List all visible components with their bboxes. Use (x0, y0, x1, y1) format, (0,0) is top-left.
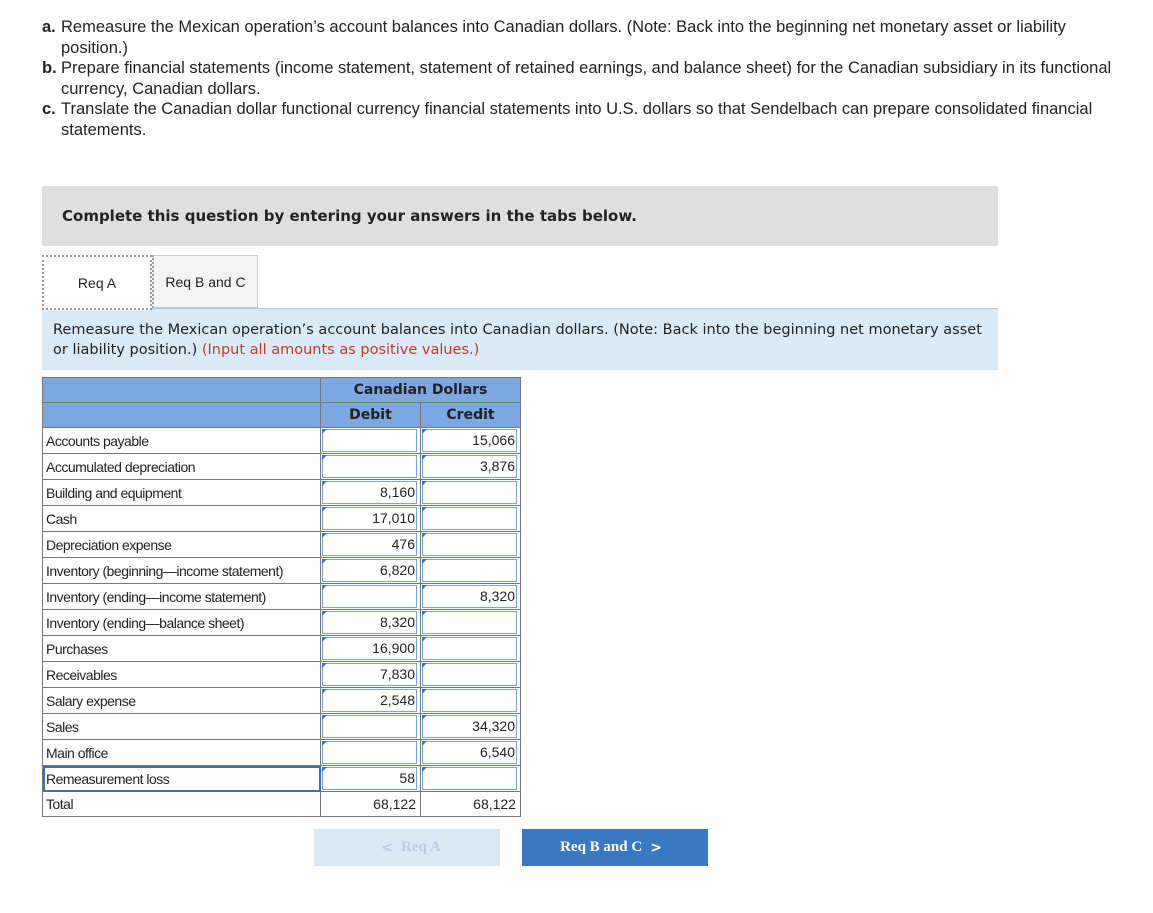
credit-input[interactable] (422, 507, 517, 530)
canadian-dollars-header: Canadian Dollars (321, 378, 521, 403)
debit-input-cell[interactable] (321, 610, 421, 636)
instruction-letter: b. (42, 59, 57, 77)
tab-req-a[interactable]: Req A (42, 255, 152, 310)
remeasurement-table (42, 377, 521, 817)
next-req-b-and-c-button[interactable] (522, 829, 708, 866)
debit-input[interactable]: 17,010 (322, 507, 417, 530)
debit-input-cell[interactable] (321, 428, 421, 454)
question-prompt (42, 309, 998, 370)
instructions (42, 17, 1112, 140)
credit-input[interactable] (422, 767, 517, 790)
credit-input[interactable] (422, 611, 517, 634)
total-credit (421, 792, 521, 817)
account-label: Salary expense (43, 688, 321, 714)
debit-input-cell[interactable] (321, 688, 421, 714)
tab-req-b-and-c[interactable]: Req B and C (152, 255, 258, 308)
account-label: Main office (43, 740, 321, 766)
table-row (43, 688, 521, 714)
table-row (43, 428, 521, 454)
credit-input-cell[interactable] (421, 636, 521, 662)
credit-input-cell[interactable] (421, 506, 521, 532)
table-row (43, 766, 521, 792)
table-row (43, 662, 521, 688)
debit-input-cell[interactable] (321, 714, 421, 740)
credit-input-cell[interactable] (421, 454, 521, 480)
credit-input[interactable] (422, 481, 517, 504)
credit-input-cell[interactable] (421, 532, 521, 558)
table-row (43, 740, 521, 766)
debit-input[interactable]: 7,830 (322, 663, 417, 686)
table-column-header-row (43, 403, 521, 428)
prompt-text: Remeasure the Mexican operation’s account balances into Canadian dollars. (Note: Back into the beginning net monetary asset or liability position.) (53, 322, 982, 358)
debit-input-cell[interactable] (321, 558, 421, 584)
credit-input[interactable] (422, 637, 517, 660)
header-blank (43, 403, 321, 428)
debit-input[interactable] (322, 455, 417, 478)
table-row (43, 610, 521, 636)
account-label: Purchases (43, 636, 321, 662)
instruction-a (42, 17, 1112, 58)
account-label: Inventory (ending—balance sheet) (43, 610, 321, 636)
table-row (43, 558, 521, 584)
prompt-note: (Input all amounts as positive values.) (201, 342, 480, 358)
account-label: Accumulated depreciation (43, 454, 321, 480)
debit-input[interactable]: 16,900 (322, 637, 417, 660)
debit-input[interactable] (322, 429, 417, 452)
debit-input-cell[interactable] (321, 662, 421, 688)
account-label: Receivables (43, 662, 321, 688)
prev-button-label: Req A (401, 839, 441, 855)
instruction-text: Translate the Canadian dollar functional currency financial statements into U.S. dollars so that Sendelbach can prepare consolidated financial statements. (61, 100, 1093, 139)
debit-input[interactable]: 2,548 (322, 689, 417, 712)
credit-input-cell[interactable] (421, 428, 521, 454)
debit-input[interactable] (322, 741, 417, 764)
debit-header: Debit (321, 403, 421, 428)
credit-input-cell[interactable] (421, 662, 521, 688)
table-row (43, 454, 521, 480)
table-row (43, 532, 521, 558)
table-row (43, 636, 521, 662)
next-button-label: Req B and C (560, 839, 643, 855)
table-row (43, 506, 521, 532)
chevron-left-icon: < (381, 839, 394, 856)
debit-input[interactable]: 8,320 (322, 611, 417, 634)
account-label: Cash (43, 506, 321, 532)
header-blank (43, 378, 321, 403)
debit-input-cell[interactable] (321, 584, 421, 610)
credit-input[interactable] (422, 689, 517, 712)
credit-input-cell[interactable] (421, 584, 521, 610)
credit-input-cell[interactable] (421, 610, 521, 636)
credit-input[interactable]: 15,066 (422, 429, 517, 452)
debit-input-cell[interactable] (321, 766, 421, 792)
debit-input[interactable]: 8,160 (322, 481, 417, 504)
credit-input[interactable] (422, 533, 517, 556)
debit-input-cell[interactable] (321, 636, 421, 662)
credit-input[interactable] (422, 559, 517, 582)
credit-header: Credit (421, 403, 521, 428)
debit-input[interactable] (322, 715, 417, 738)
account-label: Inventory (beginning—income statement) (43, 558, 321, 584)
credit-input[interactable]: 34,320 (422, 715, 517, 738)
instruction-letter: a. (42, 18, 56, 36)
total-row (43, 792, 521, 817)
instruction-letter: c. (42, 100, 56, 118)
table-group-header-row (43, 378, 521, 403)
table-row (43, 584, 521, 610)
debit-input-cell[interactable] (321, 480, 421, 506)
instruction-text: Prepare financial statements (income statement, statement of retained earnings, and balance sheet) for the Canadian subsidiary in its functional currency, Canadian dollars. (61, 59, 1112, 98)
total-credit-value: 68,122 (473, 795, 516, 812)
credit-input[interactable] (422, 663, 517, 686)
credit-input-cell[interactable] (421, 766, 521, 792)
credit-input-cell[interactable] (421, 740, 521, 766)
credit-input-cell[interactable] (421, 480, 521, 506)
account-label: Sales (43, 714, 321, 740)
credit-input[interactable]: 3,876 (422, 455, 517, 478)
debit-input-cell[interactable] (321, 454, 421, 480)
debit-input-cell[interactable] (321, 506, 421, 532)
prev-req-a-button[interactable] (314, 829, 500, 866)
account-label: Building and equipment (43, 480, 321, 506)
credit-input-cell[interactable] (421, 558, 521, 584)
total-label: Total (43, 792, 321, 817)
table-row (43, 714, 521, 740)
debit-input[interactable]: 58 (322, 767, 417, 790)
credit-input-cell[interactable] (421, 714, 521, 740)
account-label: Remeasurement loss (43, 766, 321, 792)
debit-input[interactable]: 6,820 (322, 559, 417, 582)
debit-input-cell[interactable] (321, 532, 421, 558)
instruction-c (42, 99, 1112, 140)
credit-input[interactable]: 6,540 (422, 741, 517, 764)
account-label: Inventory (ending—income statement) (43, 584, 321, 610)
instructions-banner: Complete this question by entering your answers in the tabs below. (42, 186, 998, 246)
instruction-b (42, 58, 1112, 99)
total-debit (321, 792, 421, 817)
account-label: Accounts payable (43, 428, 321, 454)
debit-input[interactable]: 476 (322, 533, 417, 556)
debit-input[interactable] (322, 585, 417, 608)
account-label: Depreciation expense (43, 532, 321, 558)
table-row (43, 480, 521, 506)
credit-input-cell[interactable] (421, 688, 521, 714)
credit-input[interactable]: 8,320 (422, 585, 517, 608)
instruction-text: Remeasure the Mexican operation’s account balances into Canadian dollars. (Note: Back into the beginning net monetary asset or liability position.) (61, 18, 1066, 57)
debit-input-cell[interactable] (321, 740, 421, 766)
total-debit-value: 68,122 (373, 795, 416, 812)
chevron-right-icon: > (650, 839, 662, 856)
